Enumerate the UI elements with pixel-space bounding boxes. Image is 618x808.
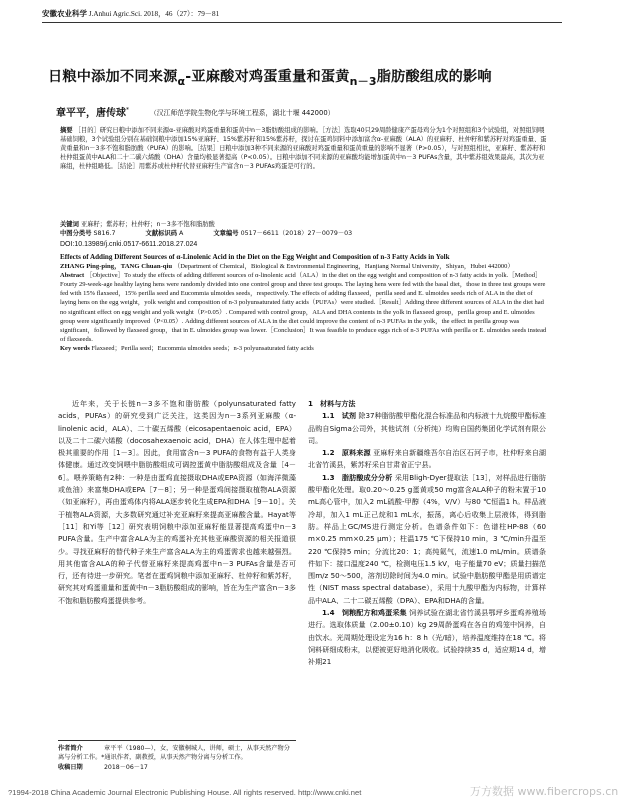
section-heading: 1 材料与方法 xyxy=(308,399,356,408)
keywords-text: 亚麻籽；紫苏籽；杜仲籽；n－3多不饱和脂肪酸 xyxy=(80,221,215,228)
author-names: 章平平，唐传球* xyxy=(56,106,129,119)
chinese-abstract xyxy=(60,126,550,171)
article-number: 0517－6611（2018）27－0079－03 xyxy=(240,230,353,238)
english-authors: ZHANG Ping-ping，TANG Chuan-qiu （Department of Chemical，Biological & Environmental Engineering，Hanjiang Normal University，Shiyan，Hubei 442000） xyxy=(60,263,514,271)
journal-name-cn: 安徽农业科学 xyxy=(42,9,87,18)
english-abstract-text: Abstract ［Objective］To study the effects of adding different sources of α-linolenic acid（ALA）in the diet on the egg weight and composition of n-3 fatty acids in yolk.［Method］Fourty 29-week-age healthy laying hens were randomly divided into one control group and three test groups. The laying hens were fed with the basal diet，those in three test groups were fed with 15% flaxseed，15% perilla seed and Eucommia ulmoides seeds，respectively. The effects of adding flaxseed，perilla seed and E. ulmoides seeds rich of ALA in the diet of laying hens on the egg weight，yolk weight and composition of n-3 polyunsaturated fatty acids（PUFAs）were studied.［Result］Adding three different sources of ALA in the diet had no significant effect on egg weight and yolk weight（P>0.05）. Compared with control group，ALA and DHA contents in the yolk in flaxseed group，perilla group and E. ulmoides group were significantly improved（P<0.05）. Adding different sources of ALA in the diet could improve the content of n-3 PUFAs in the yolk，the effect in perilla group was significant，followed by flaxseed group，that in E. ulmoides group was lower.［Conclusion］It was feasible to produce eggs rich of n-3 PUFAs with perilla or E. ulmoides seeds instead of flaxseeds. xyxy=(60,272,547,343)
english-title: Effects of Adding Different Sources of α-Linolenic Acid in the Diet on the Egg Weight and Composition of n-3 Fatty Acids in Yolk xyxy=(60,253,450,261)
subsection-fatty-acid-analysis: 1.3 脂肪酸成分分析 采用Bligh-Dyer提取法［13］，对样品进行脂肪酸甲酯化处理。取0.20～0.25 g蛋黄或50 mg富含ALA种子的粉末置于10 mL高心管中，加入2 mL硫酸-甲醇（4%，V/V）与80 ℃恒温1 h。样品液冷却，加入1 mL正己烷和1 mL水，振荡，离心后收集上层液体，得到脂肪。样品上GC/MS进行测定分析。色谱条件如下：色谱柱HP-88（60 m×0.25 mm×0.25 μm）；柱温175 ℃下保持10 min，3 ℃/min升温至220 ℃保持5 min；分流比20：1；高纯氦气，流速1.0 mL/min。质谱条件如下：接口温度240 ℃，检测电压1.5 kV，电子能量70 eV；质量扫描范围m/z 50～500，溶剂切除时间为4.0 min。试验中脂肪酸甲酯是用质谱定性（NIST mass spectral database），采用十九酸甲酯为内标物，计算样品中ALA、二十二碳五烯酸（DPA）、EPA和DHA的含量。 xyxy=(308,472,546,605)
subsection-materials: 1.2 原料来源 亚麻籽来自新疆维吾尔自治区石河子市，杜仲籽来自湖北省竹溪县，紫苏籽采自甘肃省正宁县。 xyxy=(308,448,546,470)
received-date: 2018－06－17 xyxy=(104,763,148,771)
doc-code: A xyxy=(179,230,184,238)
introduction-paragraph: 近年来，关于长链n－3多不饱和脂肪酸（polyunsaturated fatty acids，PUFAs）的研究受到广泛关注，这类因为n－3系列亚麻酸（α-linolenic acid，ALA）、二十碳五烯酸（eicosapentaenoic acid，EPA）以及二十二碳六烯酸（docosahexaenoic acid，DHA）在人体生理中起着极其重要的作用［1－3］。因此，食用富含n－3 PUFA的食物有益于人类身体健康。通过改变饲喂中脂肪酸组成可调控蛋黄中脂肪酸组成及含量［4－6］。喂养策略有2种：一种是由蛋鸡直接摄取DHA或EPA资源（如海洋微藻或鱼油）来富集DHA或EPA［7－8］；另一种是蛋鸡间接摄取植物ALA资源（如亚麻籽），再由蛋鸡体内将ALA逐步转化生成EPA和DHA［9－10］。关于植物ALA资源，大多数研究通过补充亚麻籽来提高亚麻酸含量。Hayat等［11］和Yi等［12］研究表明饲粮中添加亚麻籽能显著提高鸡蛋中n－3 PUFA含量。生产中富含ALA为主的鸡蛋补充其他亚麻酸资源的相关报道很少。寻找亚麻籽的替代种子来生产富含ALA为主的鸡蛋需求也越来越强烈。用其他富含ALA的种子代替亚麻籽来提高鸡蛋中n－3 PUFAs含量是否可行，还有待进一步研究。笔者在蛋鸡饲粮中添加亚麻籽、杜仲籽和紫苏籽，研究其对鸡蛋重量和蛋黄中n－3脂肪酸组成的影响，旨在为生产富含n－3多不饱和脂肪酸鸡蛋提供参考。 xyxy=(58,399,296,605)
subsection-reagents: 1.1 试剂 除37种脂肪酸甲酯化混合标准品和内标液十九烷酸甲酯标准品购自Sigma公司外，其他试剂（分析纯）均购自国药集团化学试剂有限公司。 xyxy=(308,411,546,445)
abstract-text: ［目的］研究日粮中添加不同来源α-亚麻酸对鸡蛋重量和蛋黄中n－3脂肪酸组成的影响。［方法］选取40只29周龄健康产蛋母鸡分为1个对照组和3个试验组，对照组饲喂基础饲粮，3个试验组分别在基础饲粮中添加15%亚麻籽、15%紫苏籽和15%紫苏籽，探讨在蛋鸡饲料中添加富含α-亚麻酸（ALA）的亚麻籽、杜仲籽和紫苏籽对鸡蛋重量、蛋黄重量和n－3多不饱和脂肪酸（PUFA）的影响。［结果］日粮中添加3种不同来源的亚麻酸对鸡蛋重量和蛋黄重量的影响不显著（P>0.05），与对照组相比，亚麻籽、紫苏籽和杜仲组蛋黄中ALA和二十二碳六烯酸（DHA）含量均极显著提高（P<0.05）。日粮中添加不同来源的亚麻酸均能增加蛋黄中n－3 PUFAs含量，其中紫苏组效果最高，其次为亚麻组，杜仲组略低。［结论］用紫苏或杜仲籽代替亚麻籽生产富含n－3 PUFAs鸡蛋是可行的。 xyxy=(60,127,547,171)
watermark: 万方数据 www.fibercrops.cn xyxy=(470,785,618,798)
keywords-label: 关键词 xyxy=(60,221,79,228)
author-footnote: 作者简介 章平平（1980—），女，安徽桐城人，讲师，硕士，从事天然产物分离与分析工作。*通讯作者，副教授，从事天然产物分离与分析工作。 收稿日期 2018－06－17 xyxy=(58,745,290,771)
abstract-label: 摘要 xyxy=(60,127,73,134)
journal-name-en: J.Anhui Agric.Sci. xyxy=(88,10,142,18)
author-affiliation: （汉江师范学院生物化学与环境工程系，湖北十堰 442000） xyxy=(150,109,335,117)
keywords-and-classification: 关键词 亚麻籽；紫苏籽；杜仲籽；n－3多不饱和脂肪酸 中图分类号 S816.7 文献标识码 A 文章编号 0517－6611（2018）27－0079－03 xyxy=(60,221,353,238)
paper-title: 日粮中添加不同来源$_\alpha$-亚麻酸对鸡蛋重量和蛋黄$_{n-3}$脂肪酸组成的影响 xyxy=(48,69,492,88)
doi-link[interactable]: DOI:10.13989/j.cnki.0517-6611.2018.27.024 xyxy=(60,241,198,248)
copyright-line: ?1994-2018 China Academic Journal Electronic Publishing House. All rights reserved. http://www.cnki.net xyxy=(8,788,362,797)
running-header xyxy=(42,8,562,23)
footnote-divider xyxy=(58,740,296,741)
alpha-symbol: α xyxy=(177,74,186,88)
clc-code: S816.7 xyxy=(93,230,116,238)
english-abstract xyxy=(60,253,550,353)
volume-info: 2018，46（27）：79－81 xyxy=(143,10,220,18)
subsection-diet-and-eggs: 1.4 饲粮配方和鸡蛋采集 饲养试验在湖北省竹溪县鄂坪乡蛋鸡养殖场进行。选取体质量（2.00±0.10）kg 29周龄蛋鸡在各自的鸡笼中饲养，自由饮水。光周期处理设定为16 h：8 h（光/暗），培养温度维持在18 ℃。将饲料研细成粉末，以便被更好地消化吸收。试验持续35 d，适应期14 d，增补期21 xyxy=(308,608,546,667)
english-keywords: Key words Flaxseed；Perilla seed；Eucommia ulmoides seeds；n-3 polyunsaturated fatty acids xyxy=(60,344,314,352)
methods-section xyxy=(308,398,546,669)
